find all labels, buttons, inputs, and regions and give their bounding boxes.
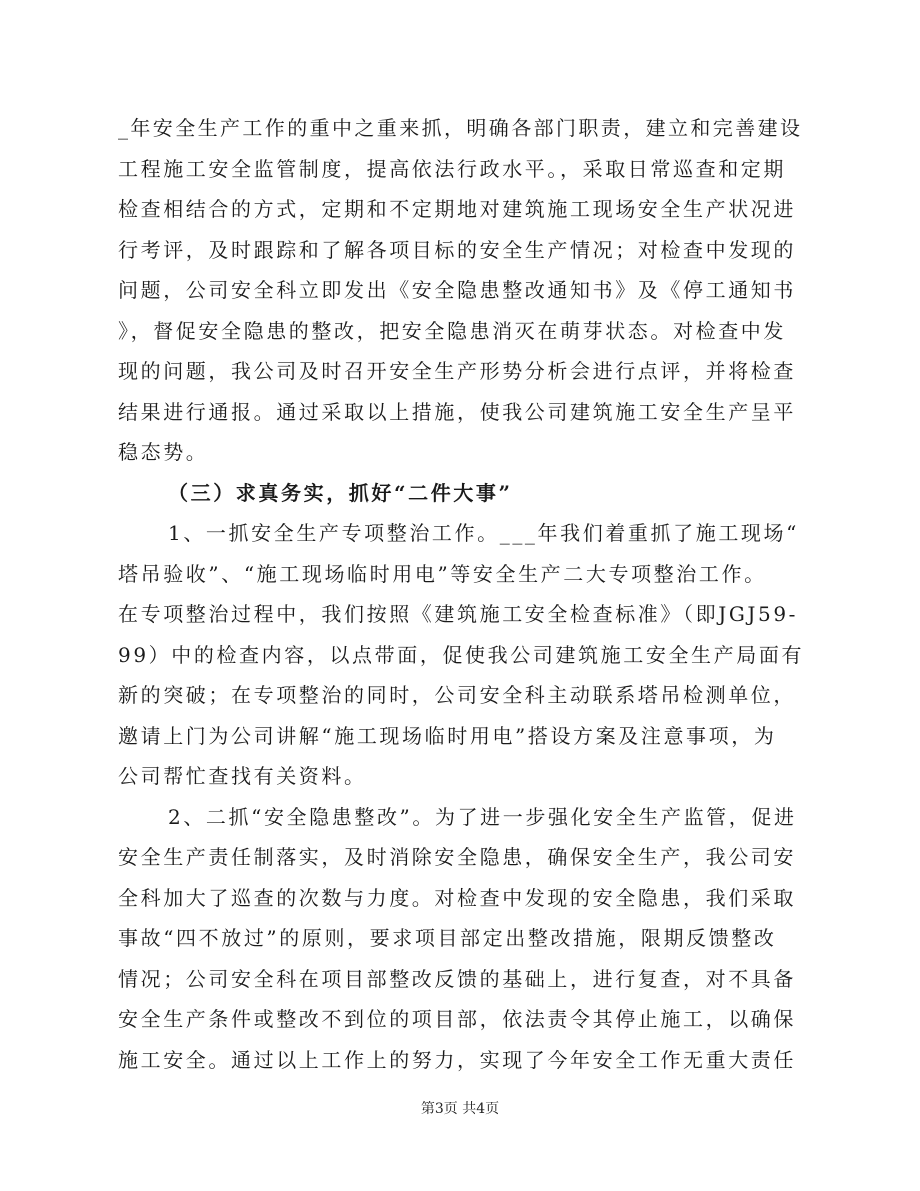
section-heading: （三）求真务实，抓好“二件大事” [168,480,513,505]
text-line: 工程施工安全监管制度，提高依法行政水平。，采取日常巡查和定期 [118,156,786,181]
text-line: _年安全生产工作的重中之重来抓，明确各部门职责，建立和完善建设 [118,116,803,140]
text-line: 情况；公司安全科在项目部整改反馈的基础上，进行复查，对不具备 [118,966,796,991]
page-number: 第3页 共4页 [420,1100,500,1117]
text-line: 稳态势。 [118,440,209,464]
text-line: 1、一抓安全生产专项整治工作。___年我们着重抓了施工现场“ [168,521,799,545]
text-line: 结果进行通报。通过采取以上措施，使我公司建筑施工安全生产呈平 [118,399,796,424]
text-line: 行考评，及时跟踪和了解各项目标的安全生产情况；对检查中发现的 [118,237,796,262]
text-line: 新的突破；在专项整治的同时，公司安全科主动联系塔吊检测单位， [118,683,796,707]
text-line: 全科加大了巡查的次数与力度。对检查中发现的安全隐患，我们采取 [118,885,796,910]
text-line: 》，督促安全隐患的整改，把安全隐患消灭在萌芽状态。对检查中发 [118,318,786,343]
text-line: 邀请上门为公司讲解“施工现场临时用电”搭设方案及注意事项，为 [118,723,777,748]
text-line: 2、二抓“安全隐患整改”。为了进一步强化安全生产监管，促进 [168,804,797,829]
text-line: 问题，公司安全科立即发出《安全隐患整改通知书》及《停工通知书 [118,278,796,302]
text-line: 塔吊验收”、“施工现场临时用电”等安全生产二大专项整治工作。 [118,561,767,586]
text-line: 事故“四不放过”的原则，要求项目部定出整改措施，限期反馈整改 [118,926,777,950]
text-line: 在专项整治过程中，我们按照《建筑施工安全检查标准》（即JGJ59- [118,602,799,626]
text-line: 安全生产责任制落实，及时消除安全隐患，确保安全生产，我公司安 [118,845,796,869]
text-line: 安全生产条件或整改不到位的项目部，依法责令其停止施工，以确保 [118,1007,796,1031]
text-line: 现的问题，我公司及时召开安全生产形势分析会进行点评，并将检查 [118,359,796,383]
text-line: 检查相结合的方式，定期和不定期地对建筑施工现场安全生产状况进 [118,197,796,221]
text-line: 公司帮忙查找有关资料。 [118,764,367,788]
text-line: 99）中的检查内容，以点带面，促使我公司建筑施工安全生产局面有 [118,642,805,667]
text-line: 施工安全。通过以上工作上的努力，实现了今年安全工作无重大责任 [118,1047,796,1072]
